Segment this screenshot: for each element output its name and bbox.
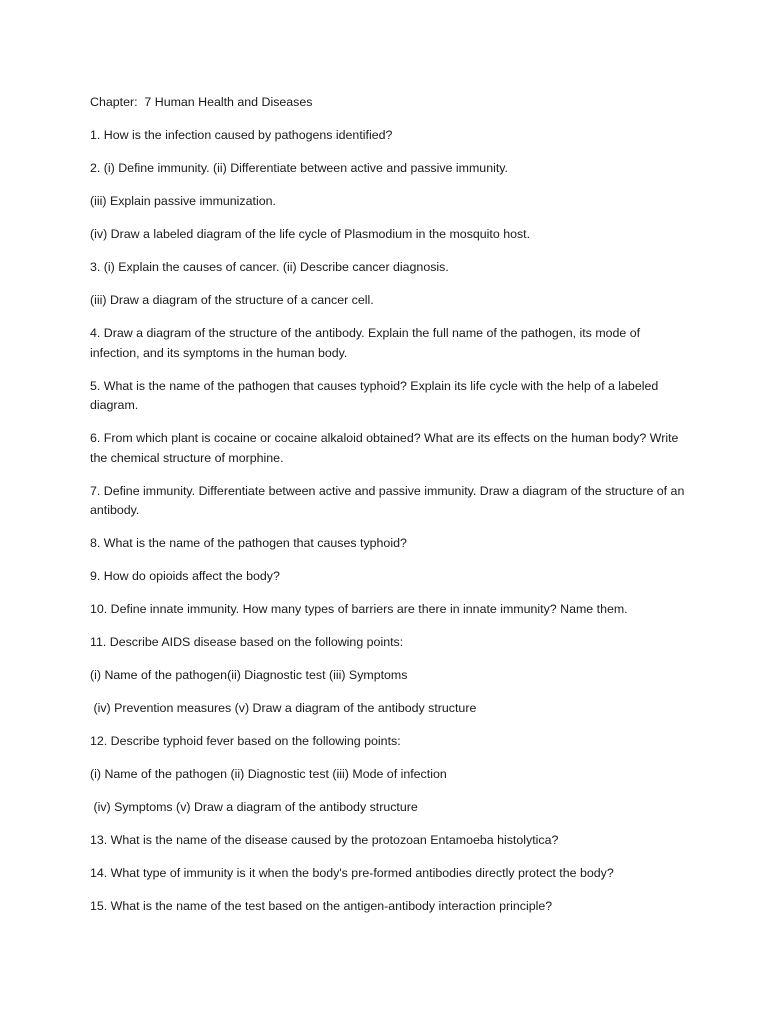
question-8: 8. What is the name of the pathogen that causes typhoid? — [90, 536, 407, 550]
question-12-points-1: (i) Name of the pathogen (ii) Diagnostic test (iii) Mode of infection — [90, 767, 447, 781]
question-3-part-1: 3. (i) Explain the causes of cancer. (ii) Describe cancer diagnosis. — [90, 260, 449, 274]
question-11: 11. Describe AIDS disease based on the following points: — [90, 635, 404, 649]
chapter-title: Chapter: 7 Human Health and Diseases — [90, 95, 313, 109]
question-3-part-3: (iii) Draw a diagram of the structure of a cancer cell. — [90, 293, 374, 307]
question-11-points-2: (iv) Prevention measures (v) Draw a diagram of the antibody structure — [90, 701, 477, 715]
question-13: 13. What is the name of the disease caused by the protozoan Entamoeba histolytica? — [90, 833, 559, 847]
question-12-points-2: (iv) Symptoms (v) Draw a diagram of the antibody structure — [90, 800, 418, 814]
question-14: 14. What type of immunity is it when the body's pre-formed antibodies directly protect the body? — [90, 866, 614, 880]
question-15: 15. What is the name of the test based on the antigen-antibody interaction principle? — [90, 899, 553, 913]
question-9: 9. How do opioids affect the body? — [90, 569, 280, 583]
question-12: 12. Describe typhoid fever based on the following points: — [90, 734, 401, 748]
question-11-points-1: (i) Name of the pathogen(ii) Diagnostic test (iii) Symptoms — [90, 668, 408, 682]
question-1: 1. How is the infection caused by pathogens identified? — [90, 128, 393, 142]
question-7: 7. Define immunity. Differentiate between active and passive immunity. Draw a diagram of the structure of an antibody. — [90, 483, 688, 517]
question-5: 5. What is the name of the pathogen that causes typhoid? Explain its life cycle with the help of a labeled diagram. — [90, 378, 662, 412]
question-2-part-3: (iii) Explain passive immunization. — [90, 194, 276, 208]
question-4: 4. Draw a diagram of the structure of the antibody. Explain the full name of the pathogen, its mode of infection, and its symptoms in the human body. — [90, 326, 644, 360]
question-6: 6. From which plant is cocaine or cocaine alkaloid obtained? What are its effects on the human body? Write the chemical structure of morphine. — [90, 431, 682, 465]
question-2-part-1: 2. (i) Define immunity. (ii) Differentiate between active and passive immunity. — [90, 161, 509, 175]
question-10: 10. Define innate immunity. How many types of barriers are there in innate immunity? Name them. — [90, 602, 628, 616]
question-2-part-4: (iv) Draw a labeled diagram of the life cycle of Plasmodium in the mosquito host. — [90, 227, 531, 241]
